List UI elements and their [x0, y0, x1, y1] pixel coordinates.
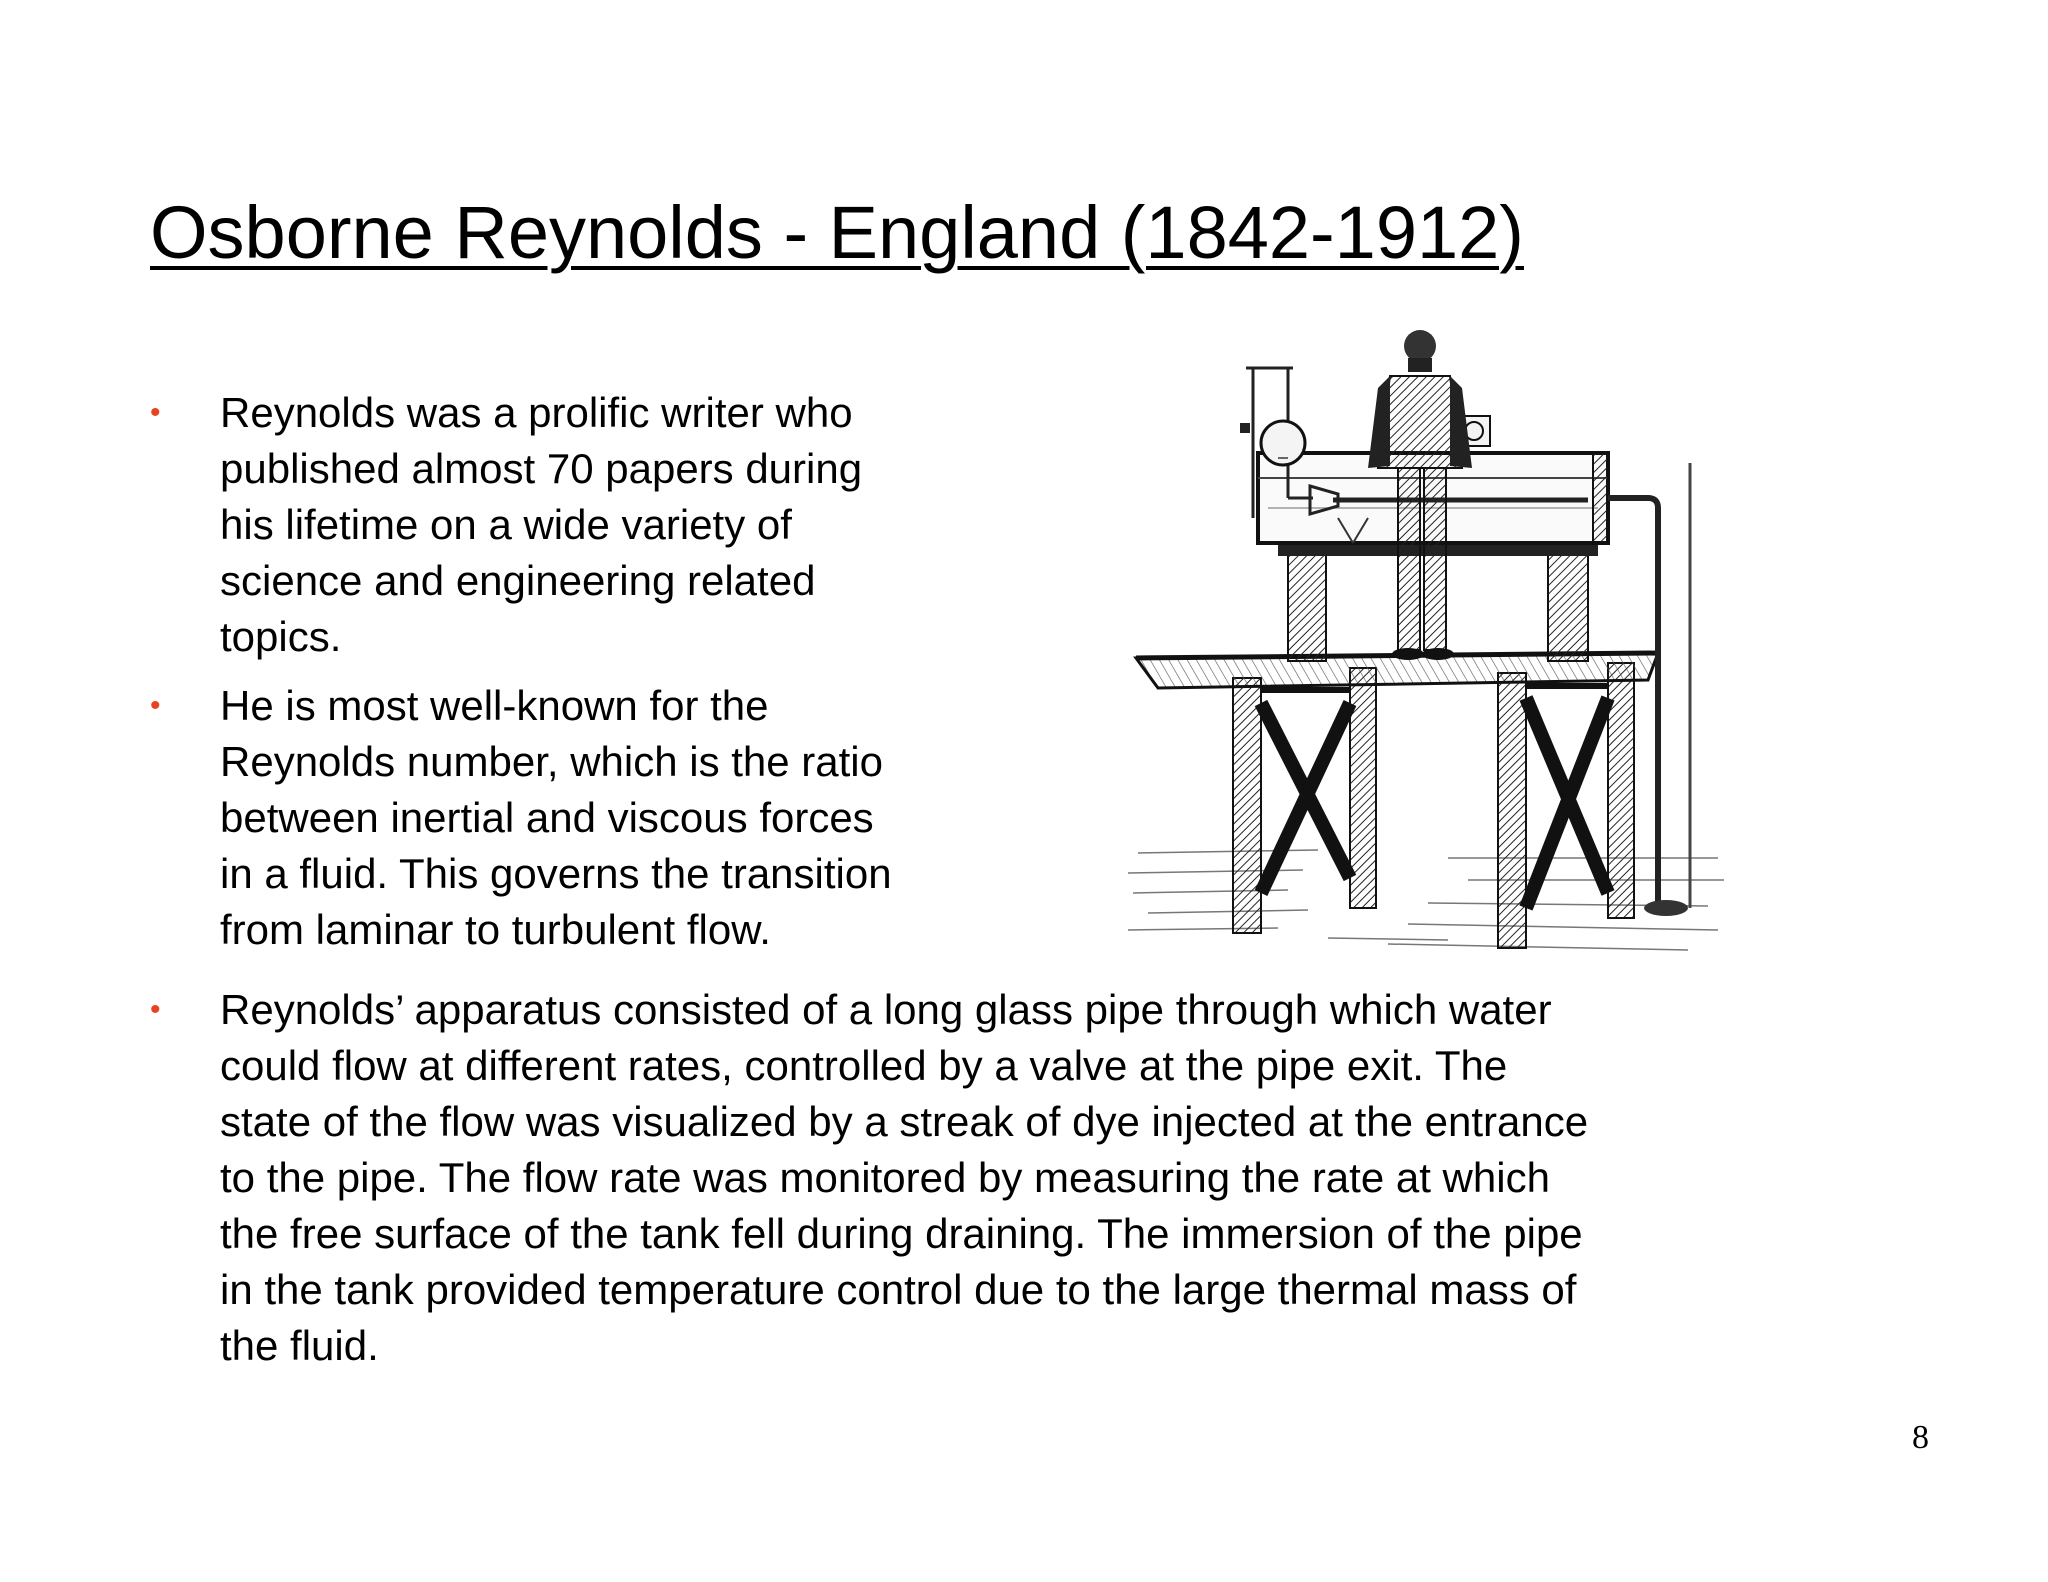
bullet-item — [150, 678, 1020, 958]
bullet-text: He is most well-known for the Reynolds number, which is the ratio between inertial and viscous forces in a fluid. This governs the transition from laminar to turbulent flow. — [220, 682, 892, 953]
bullet-item — [150, 982, 1870, 1374]
table-right-leg — [1498, 663, 1634, 948]
bullet-text: Reynolds was a prolific writer who published almost 70 papers during his lifetime on a wide variety of science and engineering related topics. — [220, 389, 863, 660]
bullet-item — [150, 385, 1020, 665]
bullet-marker: • — [150, 396, 161, 429]
bullet-marker: • — [150, 689, 161, 722]
table-left-leg — [1233, 668, 1376, 933]
bullet-marker: • — [150, 993, 161, 1026]
bullet-text: Reynolds’ apparatus consisted of a long glass pipe through which water could flow at different rates, controlled by a valve at the pipe exit. The state of the flow was visualized by a streak of dye injected at the entrance to the pipe. The flow rate was monitored by measuring the rate at which the free surface of the tank fell during draining. The immersion of the pipe in the tank provided temperature control due to the large thermal mass of the fluid. — [220, 986, 1589, 1369]
reynolds-apparatus-illustration — [1128, 318, 1724, 968]
page-number: 8 — [1912, 1419, 1929, 1456]
slide-title: Osborne Reynolds - England (1842-1912) — [150, 191, 1524, 274]
